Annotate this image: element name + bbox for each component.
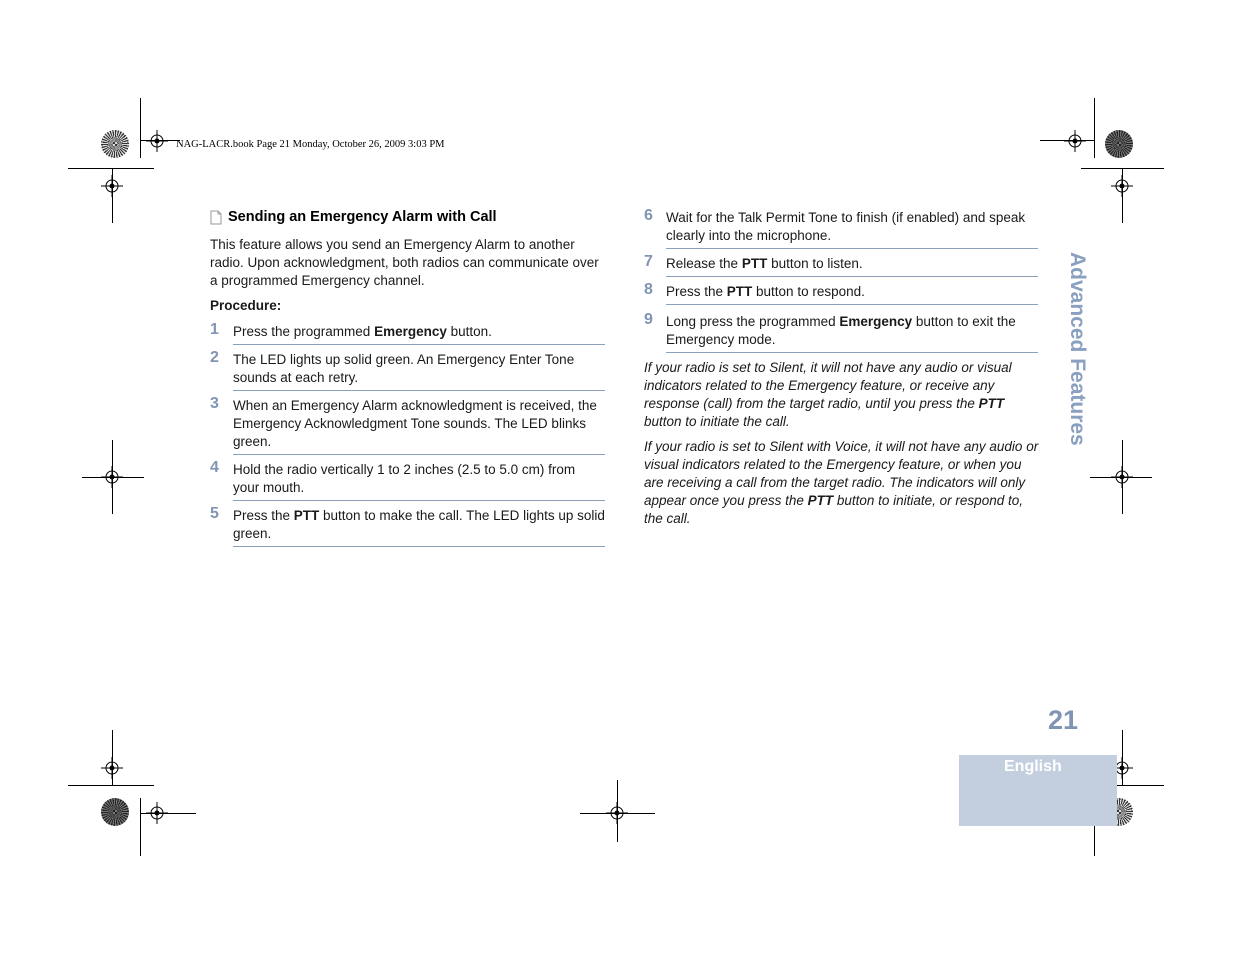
procedure-step [210,345,605,391]
step-text: Release the PTT button to listen. [666,256,863,271]
file-info-header: NAG-LACR.book Page 21 Monday, October 26, 2009 3:03 PM [176,139,445,150]
step-number: 2 [210,349,219,366]
section-title: Sending an Emergency Alarm with Call [228,209,497,225]
step-text: Hold the radio vertically 1 to 2 inches (2.5 to 5.0 cm) from your mouth. [233,462,576,495]
step-number: 1 [210,321,219,338]
registration-mark-icon [1111,175,1133,197]
chapter-title: Advanced Features [1066,252,1089,446]
step-text: Long press the programmed Emergency button to exit the Emergency mode. [666,314,1016,347]
procedure-label: Procedure: [210,298,282,313]
procedure-step [644,249,1038,277]
procedure-step [644,206,1038,249]
procedure-step [210,391,605,455]
step-number: 3 [210,395,219,412]
step-number: 6 [644,207,653,224]
page-number: 21 [1048,705,1079,735]
procedure-step [210,501,605,547]
procedure-step [644,277,1038,305]
intro-paragraph: This feature allows you send an Emergency Alarm to another radio. Upon acknowledgment, both radios can communicate over a programmed Emergency channel. [210,237,599,288]
registration-mark-icon [101,757,123,779]
step-text: Press the programmed Emergency button. [233,324,492,339]
section-heading [210,209,497,225]
step-text: Press the PTT button to make the call. The LED lights up solid green. [233,508,605,541]
step-number: 9 [644,311,653,328]
procedure-step [210,320,605,345]
silent-with-voice-note: If your radio is set to Silent with Voice, it will not have any audio or visual indicators related to the Emergency feature, or when you are receiving a call from the target radio. The indicators will only appear once you press the PTT button to initiate, or respond to, the call. [644,439,1039,526]
registration-mark-icon [1111,466,1133,488]
registration-mark-icon [146,130,168,152]
procedure-steps-right [644,206,1038,353]
registration-mark-icon [1064,130,1086,152]
registration-mark-icon [146,802,168,824]
procedure-steps-left [210,320,605,547]
registration-mark-icon [606,802,628,824]
color-calibration-disc-icon [101,130,129,158]
language-label: English [1004,758,1062,775]
registration-mark-icon [101,466,123,488]
step-number: 5 [210,505,219,522]
color-calibration-disc-icon [1105,130,1133,158]
page-icon [210,210,222,225]
step-number: 8 [644,281,653,298]
step-text: Press the PTT button to respond. [666,284,865,299]
step-text: Wait for the Talk Permit Tone to finish (if enabled) and speak clearly into the microphone. [666,210,1026,243]
silent-mode-note: If your radio is set to Silent, it will not have any audio or visual indicators related to the Emergency feature, or receive any response (call) from the target radio, until you press the PTT button to initiate the call. [644,360,1012,429]
step-number: 7 [644,253,653,270]
step-text: The LED lights up solid green. An Emergency Enter Tone sounds at each retry. [233,352,575,385]
procedure-step [644,305,1038,353]
registration-mark-icon [101,175,123,197]
color-calibration-disc-icon [101,798,129,826]
procedure-step [210,455,605,501]
step-text: When an Emergency Alarm acknowledgment is received, the Emergency Acknowledgment Tone sounds. The LED blinks green. [233,398,597,449]
step-number: 4 [210,459,219,476]
